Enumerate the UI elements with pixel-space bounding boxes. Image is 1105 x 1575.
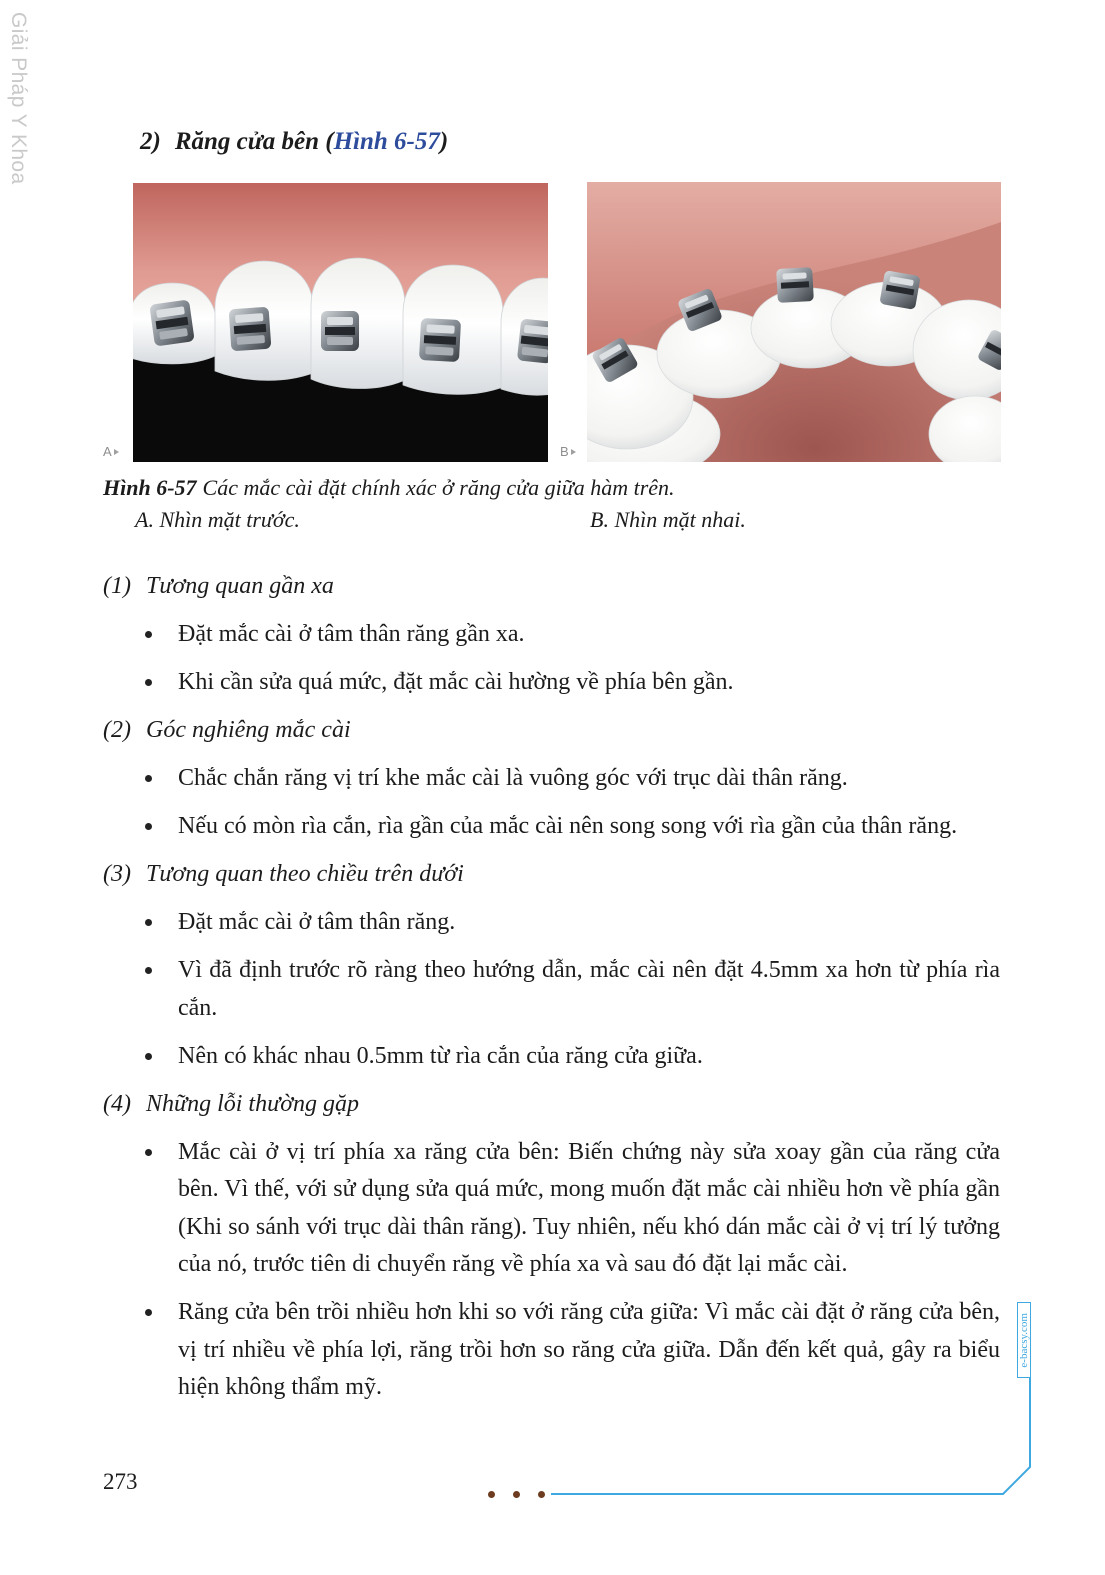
subsection-number: (4)	[103, 1090, 131, 1117]
bullet-item	[103, 904, 1000, 942]
bullet-text: Chắc chắn răng vị trí khe mắc cài là vuông góc với trục dài thân răng.	[178, 765, 848, 791]
subsection-number: (3)	[103, 861, 131, 887]
subsection-title	[103, 1086, 1000, 1124]
caption-text: Các mắc cài đặt chính xác ở răng cửa giữa hàm trên.	[202, 475, 675, 500]
caption-figure-ref: Hình 6-57	[103, 475, 197, 500]
bullet-item	[103, 616, 1000, 654]
bullet-text: Vì đã định trước rõ ràng theo hướng dẫn, mắc cài nên đặt 4.5mm xa hơn từ phía rìa cắn.	[178, 957, 1000, 1021]
photo-label-a	[103, 445, 119, 459]
bullet-text: Nên có khác nhau 0.5mm từ rìa cắn của răng cửa giữa.	[178, 1042, 703, 1069]
bullet-icon	[145, 823, 152, 830]
subsection-number: (1)	[103, 573, 131, 599]
subsection-title-text: Tương quan gần xa	[146, 573, 334, 599]
bullet-item	[103, 952, 1000, 1027]
heading-title: Răng cửa bên (	[174, 128, 334, 155]
bullet-icon	[145, 1309, 152, 1316]
bullet-icon	[145, 631, 152, 638]
section-heading	[140, 127, 448, 157]
bullet-icon	[145, 1053, 152, 1060]
bullet-text: Mắc cài ở vị trí phía xa răng cửa bên: Biến chứng này sửa xoay gần của răng cửa bên. Vì thế, với sử dụng sửa quá mức, mong muốn đặt mắc cài nhiều hơn về phía gần (Khi so sánh với trục dài thân răng). Tuy nhiên, nếu khó dán mắc cài ở vị trí lý tưởng của nó, trước tiên di chuyển răng về phía xa và sau đó đặt lại mắc cài.	[178, 1138, 1000, 1277]
subsection-title-text: Những lỗi thường gặp	[146, 1090, 359, 1117]
subsection-title-text: Góc nghiêng mắc cài	[146, 717, 351, 743]
bullet-icon	[145, 679, 152, 686]
bullet-item	[103, 664, 1000, 702]
site-tag	[1017, 1302, 1031, 1378]
bullet-text: Khi cần sửa quá mức, đặt mắc cài hường về phía bên gần.	[178, 669, 734, 695]
bullet-text: Răng cửa bên trồi nhiều hơn khi so với răng cửa giữa: Vì mắc cài đặt ở răng cửa bên, vị trí nhiều về phía lợi, răng trồi hơn so răng cửa giữa. Dẫn đến kết quả, gây ra biểu hiện không thẩm mỹ.	[178, 1299, 1000, 1400]
figure-photo-occlusal-view	[587, 182, 1001, 462]
photo-label-b	[560, 445, 576, 459]
figure-photo-front-view	[133, 183, 548, 462]
bullet-item	[103, 1038, 1000, 1076]
bullet-text: Đặt mắc cài ở tâm thân răng.	[178, 909, 456, 935]
heading-close-paren: )	[439, 128, 449, 155]
subsection-title-text: Tương quan theo chiều trên dưới	[146, 861, 464, 887]
photo-label-b-text: B	[560, 444, 569, 459]
bullet-item	[103, 1134, 1000, 1284]
caption-sub-a: A. Nhìn mặt trước.	[135, 507, 300, 532]
bullet-text: Đặt mắc cài ở tâm thân răng gần xa.	[178, 621, 525, 647]
body-content	[103, 568, 1000, 1417]
bullet-item	[103, 760, 1000, 798]
watermark-text: Giải Pháp Y Khoa	[7, 12, 30, 185]
subsection-title	[103, 856, 1000, 894]
caption-sub-b: B. Nhìn mặt nhai.	[590, 507, 746, 532]
photo-label-a-text: A	[103, 444, 112, 459]
site-tag-text: e-bacsy.com	[1017, 1312, 1030, 1368]
decorative-dot	[538, 1491, 545, 1498]
subsection-title	[103, 568, 1000, 606]
decorative-dot	[488, 1491, 495, 1498]
bullet-item	[103, 808, 1000, 846]
subsection-number: (2)	[103, 717, 131, 743]
bullet-icon	[145, 967, 152, 974]
page-number: 273	[103, 1469, 138, 1494]
bullet-icon	[145, 1149, 152, 1156]
arrow-right-icon	[114, 449, 119, 455]
bullet-icon	[145, 775, 152, 782]
bullet-icon	[145, 919, 152, 926]
decorative-dot	[513, 1491, 520, 1498]
heading-number: 2)	[140, 128, 161, 155]
figure-caption	[103, 472, 1003, 504]
subsection-title	[103, 712, 1000, 750]
heading-figure-link[interactable]: Hình 6-57	[333, 128, 440, 155]
arrow-right-icon	[571, 449, 576, 455]
bullet-item	[103, 1294, 1000, 1407]
bullet-text: Nếu có mòn rìa cắn, rìa gần của mắc cài nên song song với rìa gần của thân răng.	[178, 813, 958, 839]
